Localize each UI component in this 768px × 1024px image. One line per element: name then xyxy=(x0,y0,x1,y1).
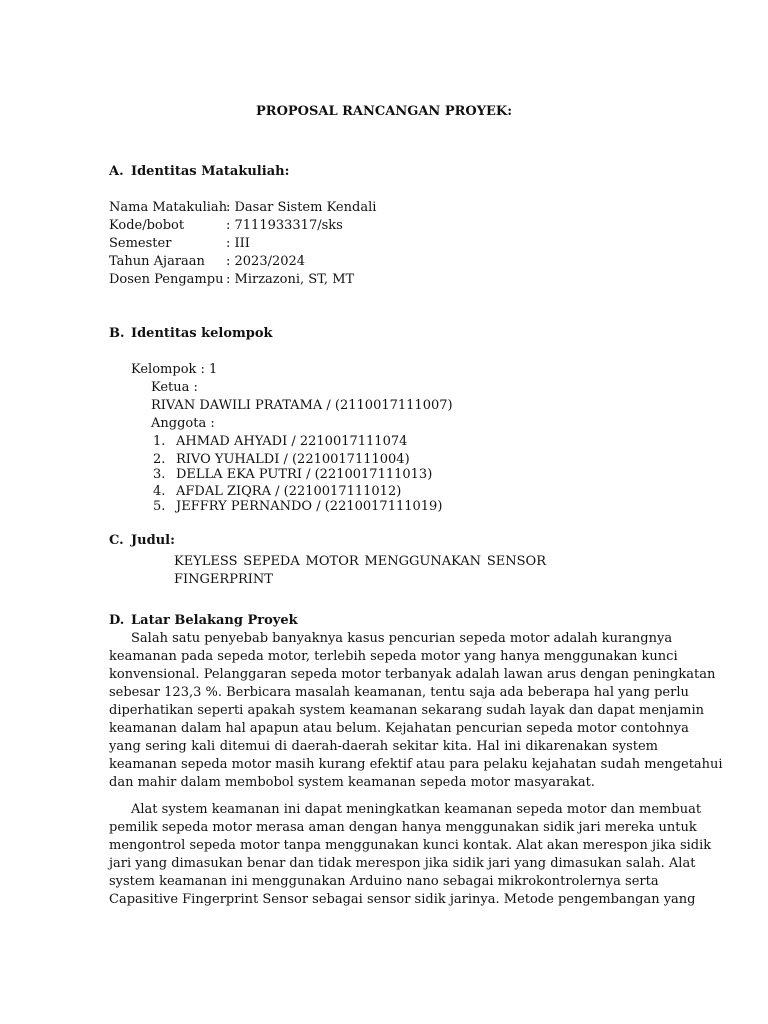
member-name: JEFFRY PERNANDO / (2210017111019) xyxy=(176,499,443,514)
paragraph-line: system keamanan ini menggunakan Arduino nano sebagai mikrokontrolernya serta xyxy=(109,874,659,889)
course-name-value: : Dasar Sistem Kendali xyxy=(226,200,377,215)
course-name-label: Nama Matakuliah xyxy=(109,200,228,215)
paragraph-line: keamanan dalam hal apapun atau belum. Kejahatan pencurian sepeda motor contohnya xyxy=(109,721,689,736)
members-label: Anggota : xyxy=(151,416,215,431)
section-c-letter: C. xyxy=(109,533,124,548)
member-name: AHMAD AHYADI / 2210017111074 xyxy=(176,434,408,449)
member-number: 4. xyxy=(153,484,166,499)
document-title: PROPOSAL RANCANGAN PROYEK: xyxy=(255,104,513,119)
section-d-letter: D. xyxy=(109,613,125,628)
leader-name: RIVAN DAWILI PRATAMA / (2110017111007) xyxy=(151,398,453,413)
leader-label: Ketua : xyxy=(151,380,198,395)
paragraph-line: diperhatikan seperti apakah system keamanan sekarang sudah layak dan dapat menjamin xyxy=(109,703,705,718)
paragraph-line: Salah satu penyebab banyaknya kasus pencurian sepeda motor adalah kurangnya xyxy=(131,631,673,646)
paragraph-line: Capasitive Fingerprint Sensor sebagai sensor sidik jarinya. Metode pengembangan yang xyxy=(109,892,696,907)
section-d-heading xyxy=(109,612,509,630)
member-number: 3. xyxy=(153,467,166,482)
section-a-title: Identitas Matakuliah: xyxy=(131,164,290,179)
course-code-value: : 7111933317/sks xyxy=(226,218,343,233)
course-code-label: Kode/bobot xyxy=(109,218,185,233)
group-number: Kelompok : 1 xyxy=(131,362,218,377)
section-b-letter: B. xyxy=(109,326,125,341)
member-name: AFDAL ZIQRA / (2210017111012) xyxy=(176,484,402,499)
project-title-line1: KEYLESS SEPEDA MOTOR MENGGUNAKAN SENSOR xyxy=(174,554,546,569)
academic-year-label: Tahun Ajaraan xyxy=(109,254,205,269)
member-number: 2. xyxy=(153,452,166,467)
paragraph-line: keamanan sepeda motor masih kurang efektif atau para pelaku kejahatan sudah mengetahui xyxy=(109,757,723,772)
paragraph-line: dan mahir dalam membobol system keamanan sepeda motor masyarakat. xyxy=(109,775,595,790)
paragraph-line: mengontrol sepeda motor tanpa menggunakan kunci kontak. Alat akan merespon jika sidik xyxy=(109,838,712,853)
background-paragraph-1 xyxy=(109,630,723,792)
paragraph-line: jari yang dimasukan benar dan tidak merespon jika sidik jari yang dimasukan salah. Alat xyxy=(109,856,696,871)
section-a-letter: A. xyxy=(109,164,124,179)
background-paragraph-2 xyxy=(109,801,712,909)
project-title-line2: FINGERPRINT xyxy=(174,572,273,587)
paragraph-line: pemilik sepeda motor merasa aman dengan hanya menggunakan sidik jari mereka untuk xyxy=(109,820,697,835)
member-name: DELLA EKA PUTRI / (2210017111013) xyxy=(176,467,433,482)
lecturer-label: Dosen Pengampu xyxy=(109,272,224,287)
semester-label: Semester xyxy=(109,236,172,251)
member-name: RIVO YUHALDI / (2210017111004) xyxy=(176,452,410,467)
academic-year-value: : 2023/2024 xyxy=(226,254,306,269)
paragraph-line: keamanan pada sepeda motor, terlebih sepeda motor yang hanya menggunakan kunci xyxy=(109,649,678,664)
paragraph-line: yang sering kali ditemui di daerah-daerah sekitar kita. Hal ini dikarenakan system xyxy=(109,739,658,754)
section-b-heading xyxy=(109,325,509,343)
section-b-title: Identitas kelompok xyxy=(131,326,273,341)
section-c-heading xyxy=(109,532,509,550)
paragraph-line: Alat system keamanan ini dapat meningkatkan keamanan sepeda motor dan membuat xyxy=(131,802,702,817)
paragraph-line: konvensional. Pelanggaran sepeda motor terbanyak adalah lawan arus dengan peningkatan xyxy=(109,667,716,682)
section-c-title: Judul: xyxy=(131,533,175,548)
paragraph-line: sebesar 123,3 %. Berbicara masalah keamanan, tentu saja ada beberapa hal yang perlu xyxy=(109,685,689,700)
section-a-heading xyxy=(109,163,509,181)
member-number: 5. xyxy=(153,499,166,514)
lecturer-value: : Mirzazoni, ST, MT xyxy=(226,272,355,287)
semester-value: : III xyxy=(226,236,250,251)
member-number: 1. xyxy=(153,434,166,449)
section-d-title: Latar Belakang Proyek xyxy=(131,613,298,628)
